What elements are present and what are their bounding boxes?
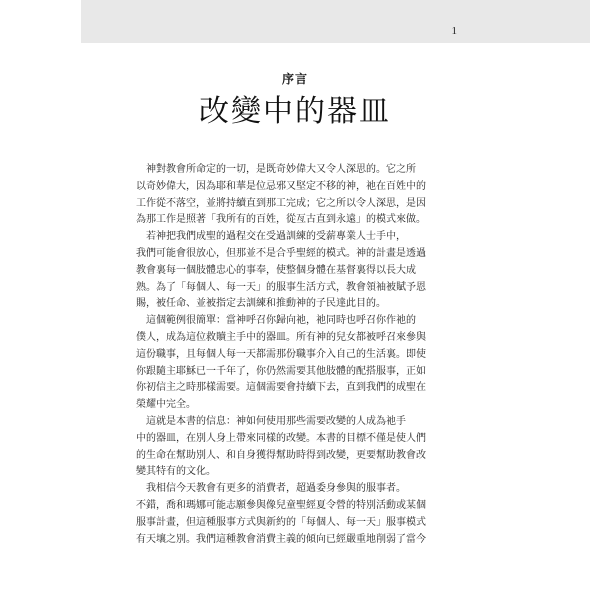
- header-bar: [81, 0, 590, 43]
- body-text: [136, 162, 456, 548]
- paragraph: 我相信今天教會有更多的消費者，超過委身參與的服事者。 不錯，喬和瑪娜可能志願參與像兒童聖經夏令營的特別活動或某個 服事計畫，但這種服事方式與新約的「每個人、每一天」服事模式 有天壤之別。我們這種教會消費主義的傾向已經嚴重地削弱了當今: [136, 483, 426, 545]
- chapter-title: 改變中的器皿: [199, 94, 391, 129]
- paragraph: 神對教會所命定的一切，是既奇妙偉大又令人深思的。它之所 以奇妙偉大，因為耶和華是位忌邪又堅定不移的神，祂在百姓中的 工作從不落空，並將持續直到那工完成；它之所以令人深思，是因 為那工作是照著「我所有的百姓，從亙古直到永遠」的模式來做。: [136, 164, 426, 226]
- paragraph: 這就是本書的信息：神如何使用那些需要改變的人成為祂手 中的器皿，在別人身上帶來同樣的改變。本書的目標不僅是使人們 的生命在幫助別人、和自身獲得幫助時得到改變，更要幫助教會改 變其特有的文化。: [136, 415, 426, 478]
- paragraph: 若神把我們成聖的過程交在受過訓練的受薪專業人士手中， 我們可能會很放心，但那並不是合乎聖經的模式。神的計畫是透過 教會裏每一個肢體忠心的事奉，使整個身體在基督裏得以長大成 熟。為了「每個人、每一天」的服事生活方式，教會領袖被賦予恩 賜，被任命、並被指定去訓練和推動神的子民達此目的。: [136, 231, 426, 310]
- page-number: 1: [451, 25, 457, 37]
- paragraph: 這個範例很簡單：當神呼召你歸向祂，祂同時也呼召你作祂的 僕人，成為這位救贖主手中的器皿。所有神的兒女都被呼召來參與 這份職事，且每個人每一天都需那份職事介入自己的生活裏。即使 你跟隨主耶穌已一千年了，你仍然需要其他肢體的配搭服事，正如 你初信主之時那樣需要。這個需要會持續下去，直到我們的成聖在 榮耀中完全。: [136, 315, 426, 411]
- chapter-eyebrow: 序言: [281, 72, 308, 86]
